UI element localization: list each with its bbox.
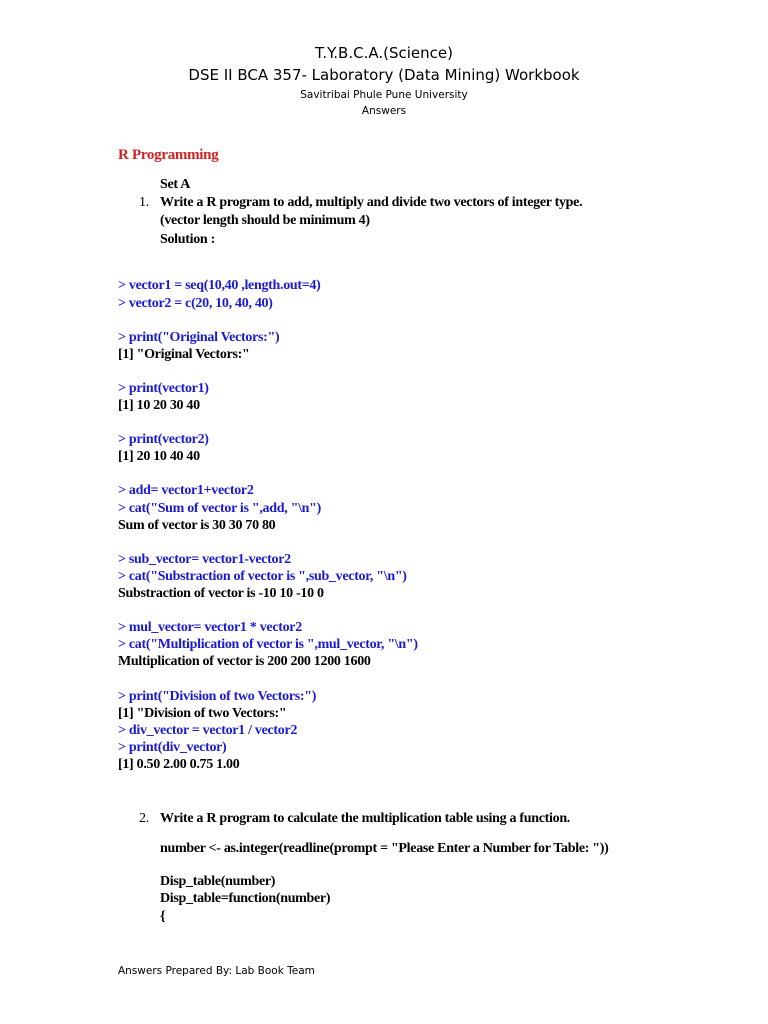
q1-number: 1. [139,195,149,210]
output-line: [1] "Division of two Vectors:" [118,706,287,721]
output-line: [1] 20 10 40 40 [118,449,200,464]
q2-code-line: number <- as.integer(readline(prompt = "Please Enter a Number for Table: ")) [160,841,609,856]
output-line: Substraction of vector is -10 10 -10 0 [118,586,324,601]
code-line: > vector2 = c(20, 10, 40, 40) [118,296,273,311]
output-line: Multiplication of vector is 200 200 1200 1600 [118,654,371,669]
section-title: R Programming [118,147,219,163]
q2-line1: Write a R program to calculate the multiplication table using a function. [160,811,571,826]
footer: Answers Prepared By: Lab Book Team [118,965,315,977]
q2-code-line: Disp_table=function(number) [160,891,331,906]
code-line: > sub_vector= vector1-vector2 [118,552,291,567]
q2-number: 2. [139,811,149,826]
code-line: > cat("Substraction of vector is ",sub_vector, "\n") [118,569,407,584]
code-line: > vector1 = seq(10,40 ,length.out=4) [118,278,321,293]
header-university: Savitribai Phule Pune University [300,89,468,101]
q2-code-line: Disp_table(number) [160,874,276,889]
q1-line1: Write a R program to add, multiply and divide two vectors of integer type. [160,195,583,210]
q1-line2: (vector length should be minimum 4) [160,213,370,228]
code-line: > add= vector1+vector2 [118,483,254,498]
header-class: T.Y.B.C.A.(Science) [315,44,453,62]
code-line: > print(vector1) [118,381,209,396]
header-course: DSE II BCA 357- Laboratory (Data Mining) Workbook [188,66,580,84]
output-line: Sum of vector is 30 30 70 80 [118,518,276,533]
header-subtitle: Answers [361,105,407,117]
q2-code-line: { [160,909,166,924]
code-line: > print("Original Vectors:") [118,330,280,345]
set-label: Set A [160,177,191,192]
output-line: [1] 0.50 2.00 0.75 1.00 [118,757,240,772]
output-line: [1] 10 20 30 40 [118,398,200,413]
code-line: > print("Division of two Vectors:") [118,689,317,704]
output-line: [1] "Original Vectors:" [118,347,250,362]
q1-solution-label: Solution : [160,232,215,247]
code-line: > mul_vector= vector1 * vector2 [118,620,302,635]
code-line: > print(div_vector) [118,740,227,755]
code-line: > print(vector2) [118,432,209,447]
code-line: > cat("Sum of vector is ",add, "\n") [118,501,322,516]
code-line: > div_vector = vector1 / vector2 [118,723,298,738]
code-line: > cat("Multiplication of vector is ",mul_vector, "\n") [118,637,418,652]
